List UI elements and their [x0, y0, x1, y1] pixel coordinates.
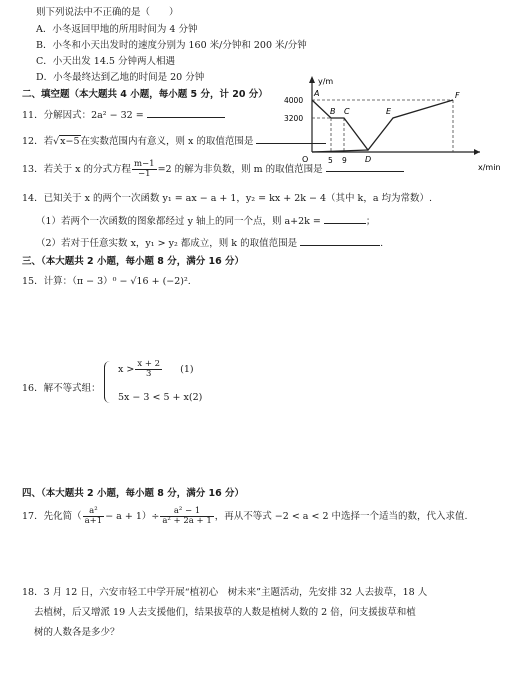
graph-point-a: A — [314, 89, 320, 98]
q16-ineq-1-tag: (1) — [180, 364, 194, 375]
q16-ineq-2 — [118, 392, 202, 404]
graph-x-tick-5: 5 — [328, 156, 333, 165]
graph-point-f: F — [455, 91, 460, 100]
graph-x-tick-9: 9 — [342, 156, 347, 165]
q16-ineq-2-text: 5x − 3 < 5 + x — [118, 392, 189, 403]
q10-option-a: A．小冬返回甲地的所用时间为 4 分钟 — [36, 24, 198, 35]
graph-y-tick-3200: 3200 — [284, 114, 304, 123]
q11-answer-blank — [147, 108, 225, 118]
q14-part2-text: （2）若对于任意实数 x，y₁ > y₂ 都成立，则 k 的取值范围是 — [36, 238, 298, 249]
q11-line — [22, 108, 225, 122]
q17-fraction-1-denominator: a+1 — [84, 516, 103, 526]
graph-y-unit: y/m — [318, 77, 334, 86]
section-3-heading: 三、（本大题共 2 小题，每小题 8 分，满分 16 分） — [22, 256, 245, 267]
q13-fraction — [132, 160, 157, 179]
q12-post: 在实数范围内有意义，则 x 的取值范围是 — [80, 136, 254, 147]
q17-fraction-1-numerator: a² — [83, 507, 105, 517]
q13-pre: 13．若关于 x 的分式方程 — [22, 164, 131, 175]
q12-answer-blank — [256, 134, 326, 144]
q17-fraction-2 — [160, 507, 213, 526]
q17-fraction-1 — [83, 507, 105, 526]
q14-part1-end: ； — [365, 216, 376, 227]
q14-part2-line — [36, 236, 383, 250]
q16-ineq-2-tag: (2) — [188, 392, 203, 403]
q14-part1-blank — [324, 214, 366, 224]
q16-ineq-1-fraction — [135, 360, 162, 379]
section-2-heading: 二、填空题（本大题共 4 小题，每小题 5 分，计 20 分） — [22, 89, 268, 100]
q12-radicand: x−5 — [60, 136, 80, 147]
q10-option-c: C．小天出发 14.5 分钟两人相遇 — [36, 56, 175, 67]
graph-point-d: D — [365, 155, 372, 164]
q16-ineq-1-numerator: x + 2 — [137, 359, 161, 369]
graph-point-b: B — [330, 107, 336, 116]
q12-radical-sign: √ — [53, 136, 60, 147]
graph-y-tick-4000: 4000 — [284, 96, 304, 105]
q10-stem: 则下列说法中不正确的是（ ） — [36, 7, 179, 18]
q16-brace — [104, 361, 113, 403]
q10-option-b: B．小冬和小天出发时的速度分别为 160 米/分钟和 200 米/分钟 — [36, 40, 307, 51]
q17-post: ，再从不等式 −2 < a < 2 中选择一个适当的数，代入求值. — [214, 511, 468, 522]
q17-fraction-2-numerator: a² − 1 — [160, 507, 213, 517]
q16-ineq-1-lhs: x > — [118, 364, 135, 375]
q16-ineq-1-denominator: 3 — [146, 369, 152, 379]
q14-part2-blank — [300, 236, 380, 246]
graph-origin: O — [302, 155, 309, 164]
q18-line-1: 18．3 月 12 日，六安市轻工中学开展“植初心 树未来”主题活动，先安排 32 人去拔草，18 人 — [22, 587, 428, 598]
q12-line — [22, 134, 326, 148]
q17-mid: − a + 1）÷ — [105, 511, 160, 522]
q12-pre: 12．若 — [22, 136, 54, 147]
q10-option-d: D．小冬最终达到乙地的时间是 20 分钟 — [36, 72, 205, 83]
graph-x-unit: x/min — [478, 163, 501, 172]
q14-part2-end: . — [380, 238, 384, 249]
q14-text: 14．已知关于 x 的两个一次函数 y₁ = ax − a + 1，y₂ = kx + 2k − 4（其中 k，a 均为常数）. — [22, 193, 433, 204]
q16-label: 16．解不等式组： — [22, 383, 101, 394]
section-4-heading: 四、（本大题共 2 小题，每小题 8 分，满分 16 分） — [22, 488, 245, 499]
q18-line-2: 去植树，后又增派 19 人去支援他们，结果拔草的人数是植树人数的 2 倍，问支援拔草和植 — [34, 607, 416, 618]
q14-part1-text: （1）若两个一次函数的图象都经过 y 轴上的同一个点，则 a+2k = — [36, 216, 321, 227]
q17-fraction-2-denominator: a² + 2a + 1 — [162, 516, 212, 526]
q18-line-3: 树的人数各是多少？ — [34, 627, 120, 638]
q17-line — [22, 506, 468, 528]
q13-line — [22, 160, 404, 180]
q13-post: =2 的解为非负数，则 m 的取值范围是 — [157, 164, 323, 175]
q17-pre: 17．先化简（ — [22, 511, 82, 522]
q14-part1-line — [36, 214, 375, 228]
q16-ineq-1 — [118, 360, 194, 380]
graph-point-e: E — [386, 107, 392, 116]
graph-point-c: C — [344, 107, 350, 116]
q13-fraction-numerator: m−1 — [134, 159, 155, 169]
q15-text: 15．计算：（π − 3）⁰ − √16 + (−2)². — [22, 276, 191, 287]
q13-fraction-denominator: −1 — [138, 169, 151, 179]
q11-text: 11．分解因式：2a² − 32 = — [22, 110, 144, 121]
q13-answer-blank — [326, 162, 404, 172]
